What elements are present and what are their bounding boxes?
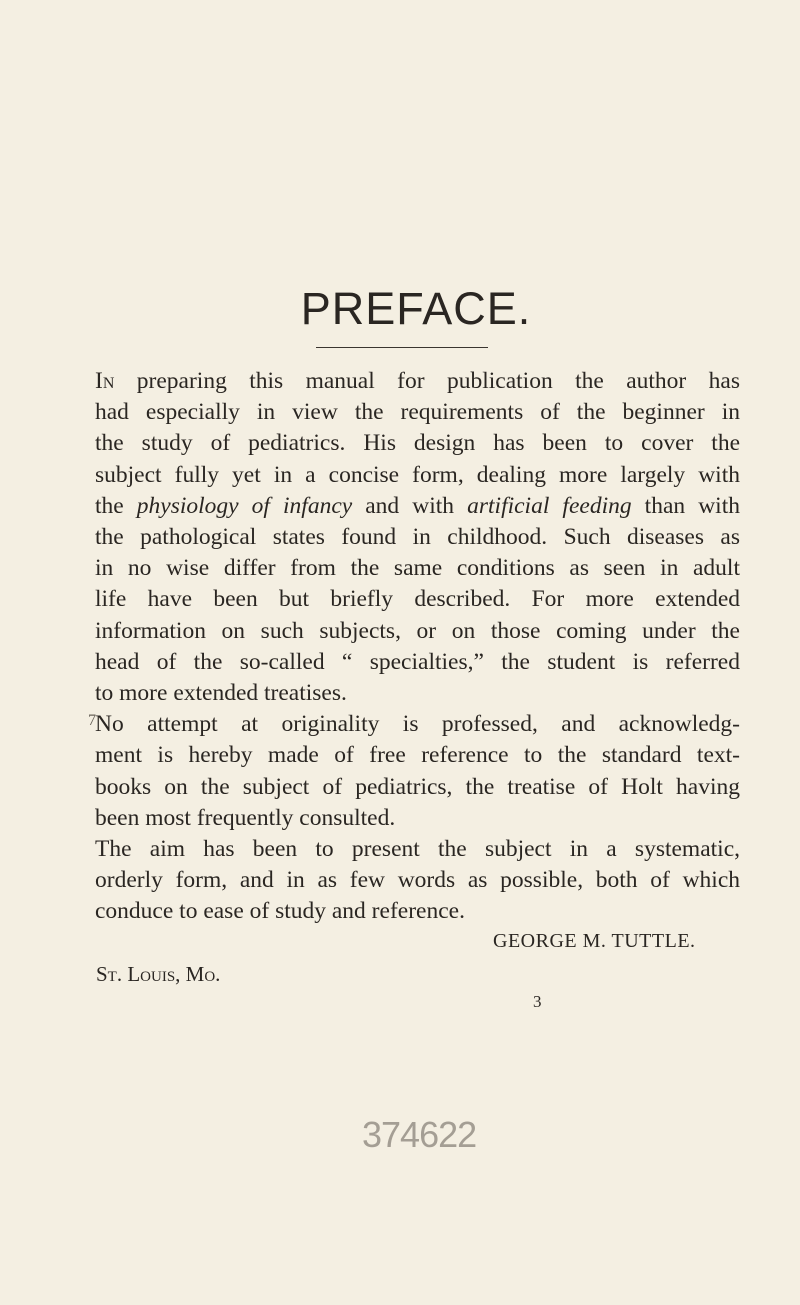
text-line: to more extended treatises. <box>95 680 347 707</box>
text-line: information on such subjects, or on those coming under the <box>95 617 740 644</box>
line-text: than with <box>631 492 740 519</box>
text-line <box>95 491 740 522</box>
text-line: the study of pediatrics. His design has been to cover the <box>95 430 740 457</box>
text-line: head of the so-called “ specialties,” the student is referred <box>95 648 740 675</box>
text-line: ment is hereby made of free reference to the standard text- <box>95 742 740 769</box>
text-line: the pathological states found in childhood. Such diseases as <box>95 524 740 551</box>
drop-word: In <box>95 368 115 394</box>
italic-phrase: physiology of infancy <box>136 492 353 519</box>
place-line: St. Louis, Mo. <box>96 962 221 986</box>
margin-mark: 7 <box>88 712 96 729</box>
library-stamp: 374622 <box>362 1114 477 1155</box>
text-line: conduce to ease of study and reference. <box>95 898 465 925</box>
line-text: preparing this manual for publication the author has <box>114 368 740 394</box>
text-line: life have been but briefly described. For more extended <box>95 586 740 613</box>
preface-body <box>95 366 740 928</box>
line-text: the <box>95 492 137 519</box>
text-line: No attempt at originality is professed, and acknowledg- <box>95 711 740 738</box>
text-line: in no wise differ from the same conditions as seen in adult <box>95 555 740 582</box>
page-title: PREFACE. <box>300 283 532 334</box>
text-line: books on the subject of pediatrics, the treatise of Holt having <box>95 773 740 800</box>
text-line: been most frequently consulted. <box>95 804 396 831</box>
text-line: The aim has been to present the subject in a systematic, <box>95 836 740 863</box>
title-rule <box>316 347 488 348</box>
line-text: and with <box>352 492 468 519</box>
italic-phrase: artificial feeding <box>467 492 632 519</box>
page-number: 3 <box>533 992 542 1011</box>
text-line: orderly form, and in as few words as possible, both of which <box>95 867 740 894</box>
author-signature: GEORGE M. TUTTLE. <box>493 930 696 952</box>
text-line <box>95 366 740 397</box>
text-line: had especially in view the requirements of the beginner in <box>95 399 740 426</box>
text-line: subject fully yet in a concise form, dealing more largely with <box>95 461 740 488</box>
